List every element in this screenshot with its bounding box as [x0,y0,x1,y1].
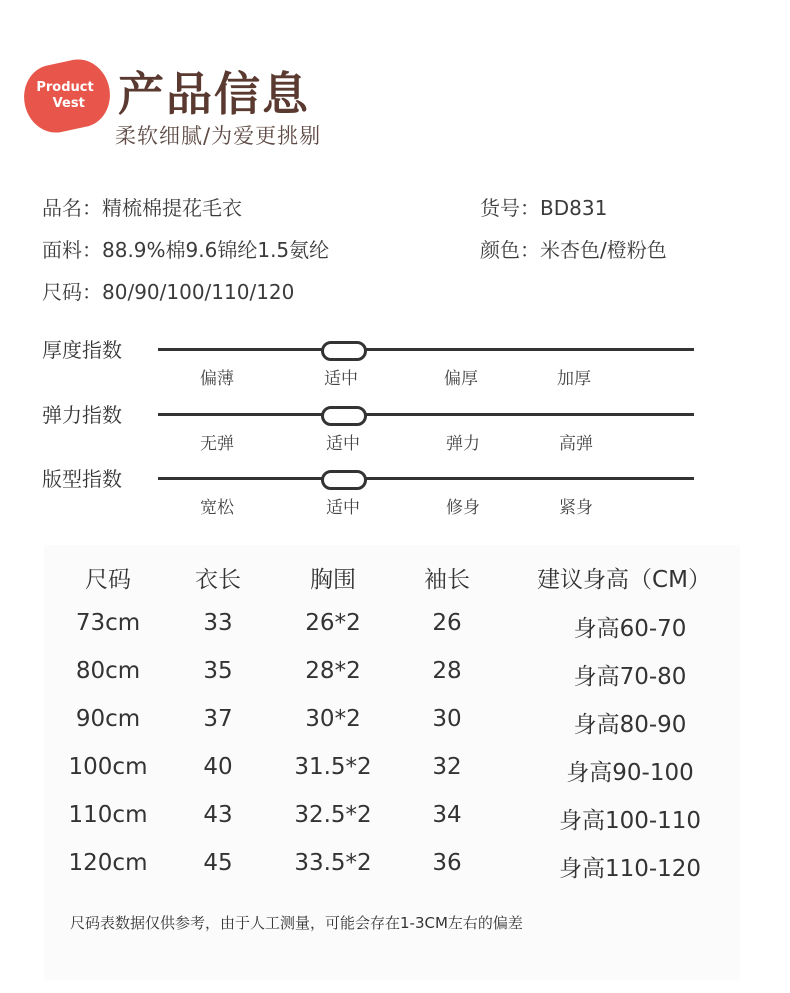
info-value: 88.9%棉9.6锦纶1.5氨纶 [102,238,330,262]
index-selected-marker [321,470,367,490]
info-label: 货号： [480,196,540,220]
table-cell: 33 [203,610,233,636]
elasticity-index [0,399,790,459]
info-label: 面料： [42,238,102,262]
table-disclaimer: 尺码表数据仅供参考，由于人工测量，可能会存在1-3CM左右的偏差 [70,914,523,932]
index-option: 高弹 [559,434,593,454]
page-title: 产品信息 [118,67,310,121]
table-cell: 120cm [68,850,148,876]
table-header-cell: 袖长 [424,567,470,593]
table-header-cell: 胸围 [310,567,356,593]
table-cell: 28 [432,658,462,684]
info-label: 品名： [42,196,102,220]
index-option: 适中 [326,434,360,454]
index-option: 修身 [446,498,480,518]
index-label: 版型指数 [42,467,122,491]
table-header-cell: 建议身高（CM） [537,567,711,593]
table-cell: 80cm [75,658,141,684]
index-option: 适中 [326,498,360,518]
table-cell: 31.5*2 [294,754,372,780]
table-cell: 28*2 [305,658,361,684]
table-cell: 45 [203,850,233,876]
product-vest-badge [18,54,116,138]
info-color [480,234,667,263]
table-cell: 34 [432,802,462,828]
info-value: 精梳棉提花毛衣 [102,196,242,220]
table-cell: 33.5*2 [294,850,372,876]
table-cell: 身高110-120 [558,856,702,882]
index-option: 弹力 [446,434,480,454]
table-cell: 26*2 [305,610,361,636]
table-header-cell: 衣长 [195,567,241,593]
table-cell: 90cm [75,706,141,732]
index-option: 无弹 [200,434,234,454]
table-cell: 36 [432,850,462,876]
index-scale-line [158,413,694,416]
table-cell: 35 [203,658,233,684]
index-option: 偏厚 [444,369,478,389]
index-option: 紧身 [559,498,593,518]
table-cell: 身高60-70 [573,616,687,642]
table-cell: 32 [432,754,462,780]
index-label: 弹力指数 [42,403,122,427]
info-label: 颜色： [480,238,540,262]
info-size [42,276,294,305]
thickness-index [0,334,790,394]
index-scale-line [158,348,694,351]
index-scale-line [158,477,694,480]
table-cell: 40 [203,754,233,780]
table-cell: 身高80-90 [573,712,687,738]
table-cell: 110cm [68,802,148,828]
info-value: BD831 [540,196,608,220]
table-cell: 100cm [68,754,148,780]
info-value: 米杏色/橙粉色 [540,238,667,262]
info-fabric [42,234,329,263]
table-cell: 30 [432,706,462,732]
index-option: 加厚 [557,369,591,389]
index-selected-marker [321,341,367,361]
index-label: 厚度指数 [42,338,122,362]
table-cell: 32.5*2 [294,802,372,828]
page-subtitle: 柔软细腻/为爱更挑剔 [115,124,322,148]
table-header-cell: 尺码 [85,567,131,593]
table-cell: 身高70-80 [573,664,687,690]
table-cell: 73cm [75,610,141,636]
badge-line-1: Product [36,80,95,96]
table-cell: 37 [203,706,233,732]
table-cell: 身高100-110 [558,808,702,834]
info-label: 尺码： [42,280,102,304]
badge-line-2: Vest [52,95,85,111]
info-sku [480,192,607,221]
index-option: 偏薄 [200,369,234,389]
fit-index [0,463,790,523]
index-option: 宽松 [200,498,234,518]
table-cell: 30*2 [305,706,361,732]
table-cell: 26 [432,610,462,636]
table-cell: 43 [203,802,233,828]
table-cell: 身高90-100 [566,760,694,786]
info-product-name [42,192,242,221]
index-option: 适中 [324,369,358,389]
index-selected-marker [321,406,367,426]
info-value: 80/90/100/110/120 [102,280,295,304]
